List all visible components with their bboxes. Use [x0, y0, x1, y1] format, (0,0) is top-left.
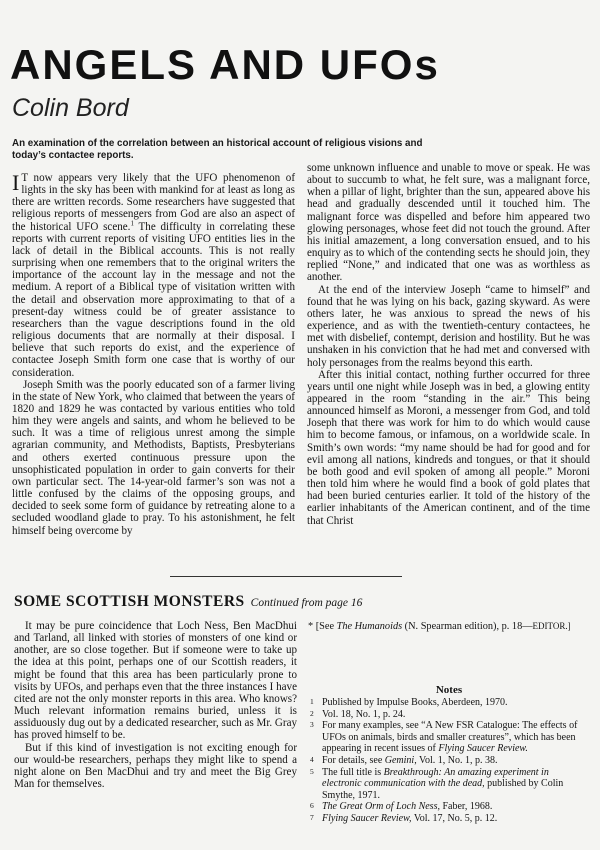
article-abstract: An examination of the correlation between an historical account of religious visions and today’s contactee reports. [12, 138, 423, 161]
section-paragraph-1: It may be pure coincidence that Loch Ness, Ben MacDhui and Tarland, all linked with stories of monsters of one kind or another, are so close together. But if someone were to take up the idea at this point, perhaps one of our Scottish readers, it might be found that this area has been particularly prone to visits by UFOs, and perhaps even that the three instances I have cited are not the only monster reports in this area. Who knows? Much relevant information remains buried, unless it is assiduously dug out by a dedicated researcher, such as Mr. Gray has proved himself to be. [14, 620, 298, 742]
notes-list [308, 697, 590, 825]
section-heading [14, 593, 362, 611]
note-item [308, 755, 590, 767]
note-text-after: published by Colin Smythe, 1971. [322, 778, 564, 801]
note-italic: The Great Orm of Loch Ness, [322, 801, 440, 813]
right-column [307, 162, 590, 527]
editor-footnote-editor: EDITOR.] [532, 621, 571, 631]
author-name: Colin Bord [12, 94, 129, 122]
left-paragraph-1-text-b: The difficulty in correlating these reports with current reports of visiting UFO entities lies in the lack of detail in the Biblical accounts. This is not really surprising when one remembers that to the original writers the importance of the account lay in the message and not the medium. A report of a Biblical type of visitation written with the detail and observation more approximating to that of a present-day witness could be of greater assistance to researchers than the vague descriptions found in the old religious documents that are normally at their disposal. I believe that such reports do exist, and the experience of contactee Joseph Smith form one case that is worthy of our consideration. [12, 220, 296, 379]
section-title: SOME SCOTTISH MONSTERS [14, 593, 245, 610]
note-text-after: Vol. 17, No. 5, p. 12. [411, 812, 498, 824]
editor-footnote-prefix: * [See [308, 621, 337, 632]
notes-heading: Notes [435, 684, 463, 696]
note-number: 7 [310, 812, 314, 822]
note-number: 6 [310, 801, 314, 811]
drop-cap: I [12, 170, 20, 195]
section-body [14, 620, 297, 790]
note-italic: Flying Saucer Review. [438, 743, 528, 755]
note-text: Vol. 18, No. 1, p. 24. [322, 708, 406, 720]
note-number: 5 [310, 766, 314, 776]
note-text: The full title is [322, 766, 384, 778]
left-paragraph-2: Joseph Smith was the poorly educated son of a farmer living in the state of New York, who claimed that between the years of 1820 and 1829 he was contacted by various entities who told him they were angels and saints, and whom he believed to be such. It was a time of religious unrest among the simple agrarian community, and Methodists, Baptists, Presbyterians and others exerted continuous pressure upon the unsophisticated population in order to gain converts for their own particular sect. The 14-year-old farmer’s son was not a little confused by the claims of the opposing groups, and decided to seek some form of guidance by retreating alone to a secluded woodland glade to pray. To his astonishment, he felt himself being overcome by [12, 378, 295, 537]
note-item [308, 697, 590, 709]
section-continued-note: Continued from page 16 [250, 597, 363, 609]
note-text: For many examples, see “A New FSR Catalogue: The effects of UFOs on animals, birds and smaller creatures”, which has been appearing in recent issues of [322, 720, 578, 755]
left-paragraph-1 [12, 172, 295, 379]
right-paragraph-1: some unknown influence and unable to move or speak. He was about to succumb to what, he felt sure, was a malignant force, when a pillar of light, brighter than the sun, appeared above his head and gradually descended until it touched him. The malignant force was dispelled and before him appeared two glowing personages, whose feet did not touch the ground. After his initial amazement, a long conversation ensued, and to his enquiry as to which of the contending sects he should join, they replied “None,” and indicated that one was as worthless as another. [307, 162, 590, 284]
section-divider [170, 576, 402, 577]
note-text-after: , Vol. 1, No. 1, p. 38. [414, 754, 498, 766]
note-item [308, 720, 590, 755]
right-paragraph-3: After this initial contact, nothing further occurred for three years until one night while Joseph was in bed, a glowing entity appeared in the room “standing in the air.” This being announced himself as Moroni, a messenger from God, and told Joseph that there was work for him to do which would cause him to become famous, or infamous, on a worldwide scale. In Smith’s own words: “my name should be had for good and for evil among all nations, kindreds and tongues, or that it should be both good and evil spoken of among all people.” Moroni then told him where he would find a book of gold plates that had been buried centuries earlier. It told of the history of the earlier inhabitants of the American continent, and of the time that Christ [307, 368, 590, 527]
note-italic: Breakthrough: An amazing experiment in electronic communication with the dead, [322, 766, 549, 790]
note-item [308, 801, 590, 813]
editor-footnote [308, 620, 590, 633]
right-paragraph-2: At the end of the interview Joseph “came to himself” and found that he was lying on his back, gazing skyward. As were others later, he was anxious to spread the news of his experience, and as with the twentieth-century contactees, he met with disbelief, contempt, derision and hostility. But he was unshaken in his conviction that he had met and conversed with holy personages from the realms beyond this earth. [307, 283, 590, 369]
note-item [308, 767, 590, 802]
article-title: ANGELS AND UFOs [10, 41, 440, 88]
note-text: For details, see [322, 754, 385, 766]
section-paragraph-2: But if this kind of investigation is not exciting enough for our would-be researchers, perhaps they might like to spend a night alone on Ben MacDhui and try and meet the Big Grey Man for themselves. [14, 741, 297, 791]
note-number: 1 [310, 697, 314, 706]
note-number: 2 [310, 708, 314, 718]
left-column [12, 172, 295, 537]
editor-footnote-book: The Humanoids [336, 621, 403, 632]
left-paragraph-1-text-a: T now appears very likely that the UFO phenomenon of lights in the sky has been with mankind for at least as long as there are written records. Some researchers have suggested that religious reports of messengers from God are also an aspect of the historical UFO scene. [12, 172, 295, 233]
note-text: Published by Impulse Books, Aberdeen, 1970. [322, 697, 508, 708]
note-item [308, 813, 590, 825]
note-number: 4 [310, 754, 314, 764]
note-item [308, 709, 590, 721]
note-italic: Gemini [384, 754, 415, 766]
editor-footnote-mid: (N. Spearman edition), p. 18— [402, 621, 533, 632]
note-number: 3 [310, 720, 314, 730]
note-text-after: Faber, 1968. [439, 801, 493, 813]
footnote-ref-1: 1 [130, 218, 134, 227]
note-italic: Flying Saucer Review, [322, 812, 412, 824]
